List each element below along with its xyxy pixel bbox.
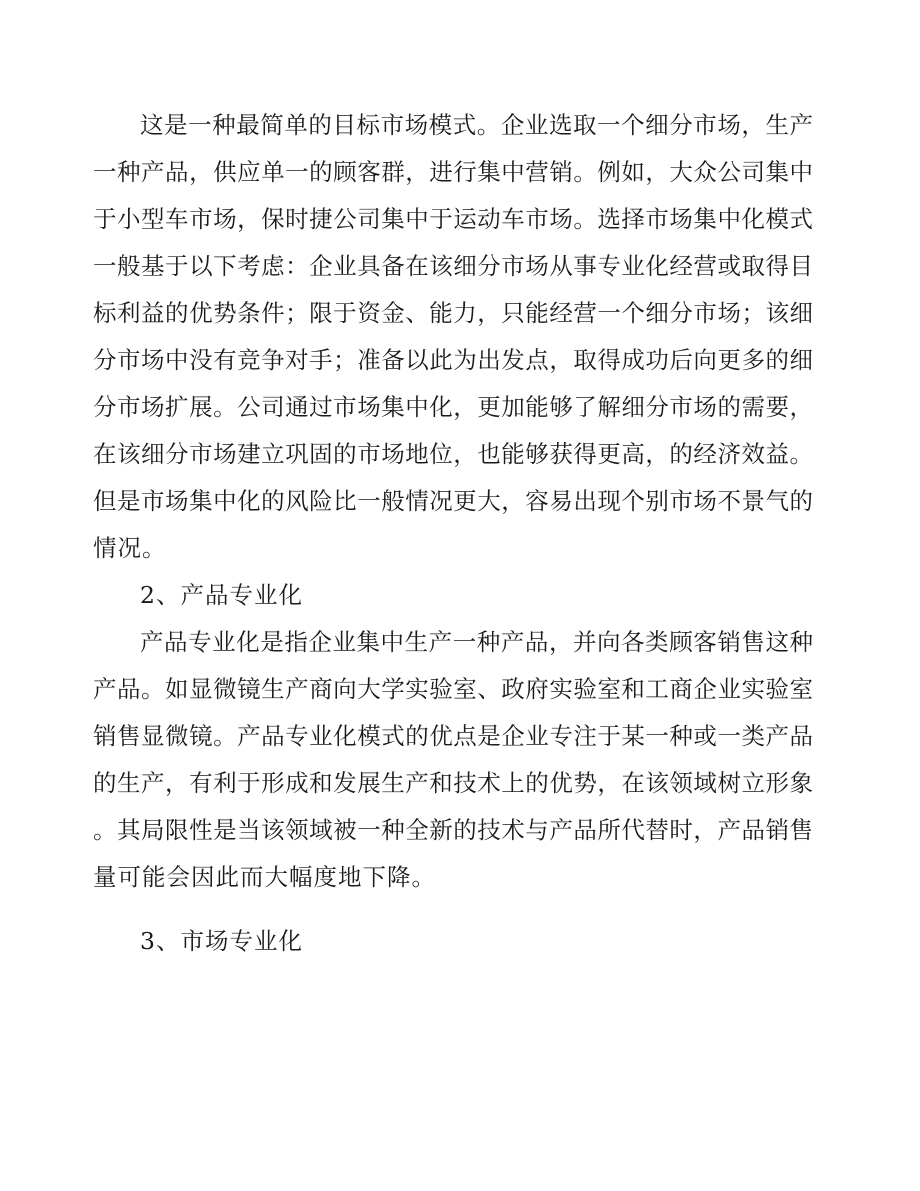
paragraph-line: 销售显微镜。产品专业化模式的优点是企业专注于某一种或一类产品: [93, 722, 813, 750]
paragraph-line: 产品专业化是指企业集中生产一种产品，并向各类顾客销售这种: [140, 628, 813, 656]
paragraph-line: 情况。: [93, 534, 167, 562]
section-heading-3: 3、市场专业化: [140, 927, 303, 955]
paragraph-line: 量可能会因此而大幅度地下降。: [93, 863, 436, 891]
paragraph-line: 于小型车市场，保时捷公司集中于运动车市场。选择市场集中化模式: [93, 205, 813, 233]
paragraph-line: 标利益的优势条件；限于资金、能力，只能经营一个细分市场；该细: [93, 299, 813, 327]
paragraph-line: 一般基于以下考虑：企业具备在该细分市场从事专业化经营或取得目: [93, 252, 813, 280]
section-heading-2: 2、产品专业化: [140, 581, 303, 609]
paragraph-line: 分市场扩展。公司通过市场集中化，更加能够了解细分市场的需要，: [93, 393, 813, 421]
paragraph-line: 但是市场集中化的风险比一般情况更大，容易出现个别市场不景气的: [93, 487, 813, 515]
paragraph-line: 这是一种最简单的目标市场模式。企业选取一个细分市场，生产: [140, 111, 813, 139]
paragraph-line: 分市场中没有竞争对手；准备以此为出发点，取得成功后向更多的细: [93, 346, 813, 374]
paragraph-line: 。其局限性是当该领域被一种全新的技术与产品所代替时，产品销售: [93, 816, 813, 844]
paragraph-line: 一种产品，供应单一的顾客群，进行集中营销。例如，大众公司集中: [93, 158, 813, 186]
paragraph-line: 在该细分市场建立巩固的市场地位，也能够获得更高，的经济效益。: [93, 440, 813, 468]
paragraph-line: 的生产，有利于形成和发展生产和技术上的优势，在该领域树立形象: [93, 769, 813, 797]
paragraph-line: 产品。如显微镜生产商向大学实验室、政府实验室和工商企业实验室: [93, 675, 813, 703]
